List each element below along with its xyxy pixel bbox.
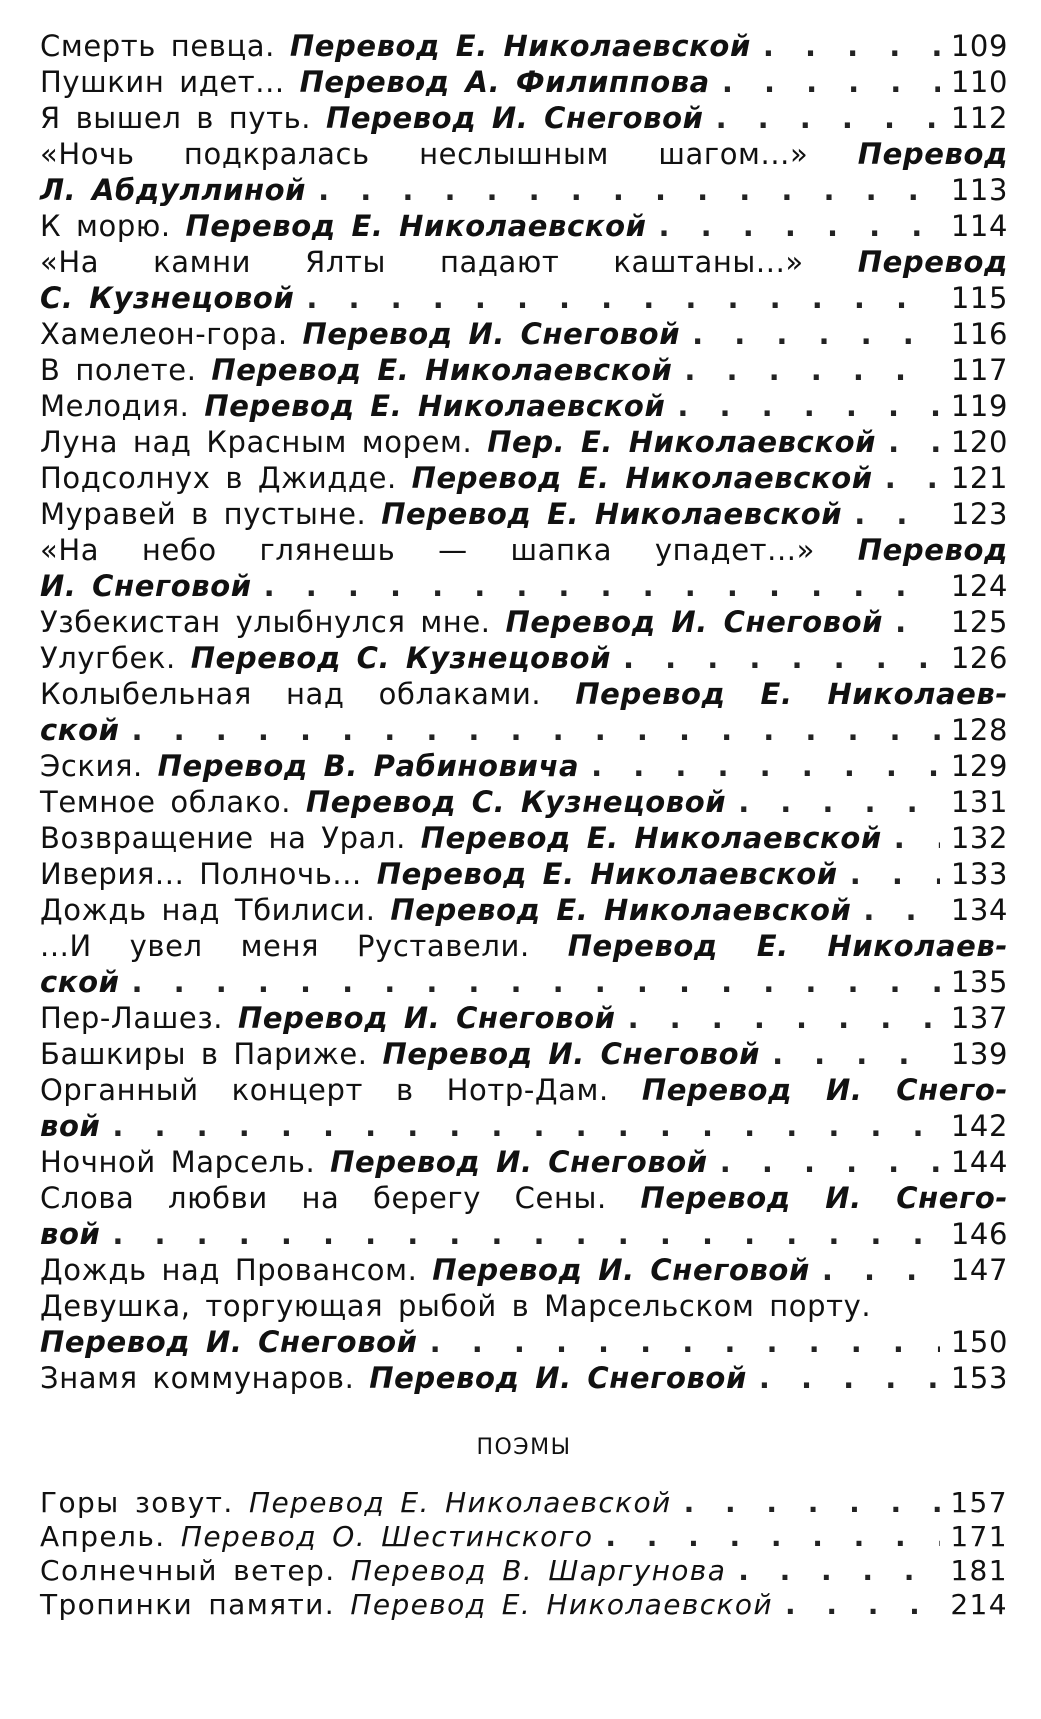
leader-dots bbox=[132, 964, 940, 1000]
entry-line bbox=[40, 784, 1008, 820]
entry-second-line bbox=[40, 1108, 1008, 1144]
leader-dots bbox=[894, 820, 940, 856]
contents-entry bbox=[40, 1144, 1008, 1180]
page-number: 147 bbox=[950, 1253, 1008, 1287]
page-number: 153 bbox=[950, 1361, 1008, 1395]
entry-translator: Перевод И. Снеговой bbox=[382, 1037, 761, 1071]
leader-dots bbox=[112, 1216, 940, 1252]
entry-second-line bbox=[40, 172, 1008, 208]
entry-text bbox=[40, 496, 842, 532]
entry-translator: Перевод С. Кузнецовой bbox=[305, 785, 727, 819]
entry-translator: Пер. Е. Николаевской bbox=[487, 425, 877, 459]
page-number: 114 bbox=[950, 209, 1008, 243]
leader-dots bbox=[264, 568, 940, 604]
entry-text bbox=[40, 64, 710, 100]
entry-line bbox=[40, 1588, 1008, 1622]
entry-title: К морю. bbox=[40, 209, 171, 243]
entry-translator: И. Снеговой bbox=[40, 569, 252, 603]
contents-entry bbox=[40, 1288, 1008, 1360]
contents-entry bbox=[40, 1000, 1008, 1036]
page-number: 128 bbox=[950, 713, 1008, 747]
contents-entry bbox=[40, 1554, 1008, 1588]
leader-dots bbox=[684, 1486, 940, 1520]
leader-dots bbox=[895, 604, 940, 640]
entry-title: В полете. bbox=[40, 353, 197, 387]
entry-text bbox=[40, 1588, 773, 1622]
contents-entry bbox=[40, 892, 1008, 928]
entry-translator: Перевод А. Филиппова bbox=[299, 65, 710, 99]
contents-entry bbox=[40, 604, 1008, 640]
entry-second-line bbox=[40, 280, 1008, 316]
entry-text bbox=[40, 316, 680, 352]
entry-translator: ской bbox=[40, 965, 120, 999]
contents-entry bbox=[40, 856, 1008, 892]
entry-line bbox=[40, 820, 1008, 856]
entry-second-line bbox=[40, 568, 1008, 604]
entry-line bbox=[40, 1144, 1008, 1180]
page-number: 134 bbox=[950, 893, 1008, 927]
entry-translator: Перевод bbox=[857, 533, 1008, 567]
entry-text bbox=[40, 784, 726, 820]
entry-first-line bbox=[40, 532, 1008, 568]
entry-title: Темное облако. bbox=[40, 785, 292, 819]
leader-dots bbox=[112, 1108, 940, 1144]
entry-text bbox=[40, 1554, 726, 1588]
entry-title: Эския. bbox=[40, 749, 143, 783]
entry-title: Девушка, торгующая рыбой в Марсельском порту. bbox=[40, 1289, 872, 1323]
leader-dots bbox=[854, 496, 940, 532]
entry-translator: вой bbox=[40, 1109, 101, 1143]
entry-translator: Перевод И. Снеговой bbox=[325, 101, 704, 135]
entry-translator: Перевод И. Снеговой bbox=[369, 1361, 747, 1395]
contents-entry bbox=[40, 1180, 1008, 1252]
poems-list bbox=[40, 1486, 1008, 1622]
leader-dots bbox=[318, 172, 940, 208]
contents-entry bbox=[40, 424, 1008, 460]
leader-dots bbox=[885, 460, 940, 496]
page-number: 181 bbox=[950, 1554, 1008, 1587]
entry-title: Ночной Марсель. bbox=[40, 1145, 316, 1179]
contents-entry bbox=[40, 820, 1008, 856]
entry-line bbox=[40, 424, 1008, 460]
entry-text bbox=[40, 1144, 708, 1180]
entry-translator: Перевод Е. Николаевской bbox=[390, 893, 852, 927]
entry-translator: Перевод Е. Николаевской bbox=[211, 353, 673, 387]
entry-translator: С. Кузнецовой bbox=[40, 281, 295, 315]
contents-entry bbox=[40, 28, 1008, 64]
entry-second-line bbox=[40, 712, 1008, 748]
entry-first-line bbox=[40, 136, 1008, 172]
entry-translator: Перевод Е. Николаевской bbox=[249, 1486, 672, 1519]
leader-dots bbox=[677, 388, 940, 424]
entry-title: Слова любви на берегу Сены. bbox=[40, 1181, 607, 1215]
leader-dots bbox=[605, 1520, 940, 1554]
page-number: 110 bbox=[950, 65, 1008, 99]
page-number: 126 bbox=[950, 641, 1008, 675]
contents-entry bbox=[40, 676, 1008, 748]
contents-entry bbox=[40, 640, 1008, 676]
section-heading: ПОЭМЫ bbox=[476, 1435, 572, 1460]
entry-translator: Перевод Е. Николаевской bbox=[185, 209, 647, 243]
entry-title: Узбекистан улыбнулся мне. bbox=[40, 605, 491, 639]
entry-title: Горы зовут. bbox=[40, 1486, 234, 1519]
entry-first-line bbox=[40, 928, 1008, 964]
entry-text bbox=[40, 28, 751, 64]
page-number: 109 bbox=[950, 29, 1008, 63]
page-number: 119 bbox=[950, 389, 1008, 423]
entry-title: Колыбельная над облаками. bbox=[40, 677, 542, 711]
page-number: 124 bbox=[950, 569, 1008, 603]
entry-translator: Перевод Е. Николаев- bbox=[567, 929, 1008, 963]
leader-dots bbox=[722, 64, 940, 100]
contents-entry bbox=[40, 496, 1008, 532]
entry-text bbox=[40, 1252, 810, 1288]
entry-second-line bbox=[40, 964, 1008, 1000]
entry-title: Иверия... Полночь... bbox=[40, 857, 362, 891]
entry-line bbox=[40, 604, 1008, 640]
entry-text bbox=[40, 1360, 747, 1396]
leader-dots bbox=[888, 424, 940, 460]
leader-dots bbox=[430, 1324, 940, 1360]
leader-dots bbox=[738, 784, 940, 820]
entry-translator: Перевод В. Рабиновича bbox=[157, 749, 580, 783]
entry-first-line bbox=[40, 244, 1008, 280]
entry-text bbox=[40, 1486, 672, 1520]
contents-entry bbox=[40, 64, 1008, 100]
entry-title: Пер-Лашез. bbox=[40, 1001, 224, 1035]
entry-first-line bbox=[40, 1288, 1008, 1324]
entry-text bbox=[40, 388, 665, 424]
entry-first-line bbox=[40, 1072, 1008, 1108]
entry-translator: Перевод Е. Николаевской bbox=[204, 389, 666, 423]
leader-dots bbox=[623, 640, 940, 676]
entry-text bbox=[40, 892, 851, 928]
contents-entry bbox=[40, 748, 1008, 784]
entry-title: Апрель. bbox=[40, 1520, 166, 1553]
entry-line bbox=[40, 352, 1008, 388]
entry-title: «Ночь подкралась неслышным шагом...» bbox=[40, 137, 809, 171]
page-number: 133 bbox=[950, 857, 1008, 891]
contents-entry bbox=[40, 244, 1008, 316]
page-number: 139 bbox=[950, 1037, 1008, 1071]
entry-translator: Перевод О. Шестинского bbox=[180, 1520, 594, 1553]
entry-line bbox=[40, 748, 1008, 784]
contents-entry bbox=[40, 1252, 1008, 1288]
page-number: 120 bbox=[950, 425, 1008, 459]
page-number: 123 bbox=[950, 497, 1008, 531]
entry-title: Хамелеон-гора. bbox=[40, 317, 288, 351]
page-number: 117 bbox=[950, 353, 1008, 387]
contents-entry bbox=[40, 1072, 1008, 1144]
leader-dots bbox=[822, 1252, 940, 1288]
page-number: 132 bbox=[950, 821, 1008, 855]
leader-dots bbox=[692, 316, 940, 352]
entry-text bbox=[40, 1520, 593, 1554]
entry-translator: Л. Абдуллиной bbox=[40, 173, 307, 207]
entry-translator: Перевод И. Снеговой bbox=[40, 1325, 418, 1359]
contents-entry bbox=[40, 1588, 1008, 1622]
entry-translator: Перевод Е. Николаевской bbox=[420, 821, 882, 855]
entry-line bbox=[40, 1036, 1008, 1072]
entry-translator: Перевод И. Снеговой bbox=[505, 605, 884, 639]
entry-translator: Перевод И. Снего- bbox=[640, 1181, 1008, 1215]
entry-translator: Перевод В. Шаргунова bbox=[350, 1554, 727, 1587]
contents-list bbox=[40, 28, 1008, 1396]
entry-line bbox=[40, 496, 1008, 532]
entry-line bbox=[40, 1554, 1008, 1588]
contents-entry bbox=[40, 136, 1008, 208]
entry-first-line bbox=[40, 1180, 1008, 1216]
entry-line bbox=[40, 640, 1008, 676]
entry-first-line bbox=[40, 676, 1008, 712]
leader-dots bbox=[306, 280, 940, 316]
entry-line bbox=[40, 100, 1008, 136]
entry-translator: Перевод И. Снеговой bbox=[432, 1253, 810, 1287]
entry-line bbox=[40, 388, 1008, 424]
entry-line bbox=[40, 1360, 1008, 1396]
leader-dots bbox=[763, 28, 940, 64]
entry-title: ...И увел меня Руставели. bbox=[40, 929, 530, 963]
page-number: 125 bbox=[950, 605, 1008, 639]
page-number: 115 bbox=[950, 281, 1008, 315]
leader-dots bbox=[659, 208, 940, 244]
entry-title: Тропинки памяти. bbox=[40, 1588, 336, 1621]
entry-translator: Перевод И. Снего- bbox=[641, 1073, 1008, 1107]
entry-translator: Перевод bbox=[857, 137, 1008, 171]
entry-text bbox=[40, 460, 873, 496]
contents-entry bbox=[40, 532, 1008, 604]
entry-text bbox=[40, 748, 579, 784]
leader-dots bbox=[591, 748, 940, 784]
contents-entry bbox=[40, 100, 1008, 136]
leader-dots bbox=[716, 100, 940, 136]
contents-entry bbox=[40, 208, 1008, 244]
page-number: 214 bbox=[950, 1588, 1008, 1621]
entry-title: Возвращение на Урал. bbox=[40, 821, 406, 855]
entry-title: Башкиры в Париже. bbox=[40, 1037, 368, 1071]
entry-text bbox=[40, 640, 611, 676]
entry-title: Я вышел в путь. bbox=[40, 101, 312, 135]
page-number: 144 bbox=[950, 1145, 1008, 1179]
entry-text bbox=[40, 424, 876, 460]
entry-title: «На камни Ялты падают каштаны...» bbox=[40, 245, 804, 279]
entry-line bbox=[40, 460, 1008, 496]
page-number: 121 bbox=[950, 461, 1008, 495]
contents-entry bbox=[40, 1036, 1008, 1072]
entry-line bbox=[40, 892, 1008, 928]
page-number: 146 bbox=[950, 1217, 1008, 1251]
leader-dots bbox=[738, 1554, 940, 1588]
entry-line bbox=[40, 316, 1008, 352]
entry-line bbox=[40, 208, 1008, 244]
leader-dots bbox=[720, 1144, 940, 1180]
page-number: 129 bbox=[950, 749, 1008, 783]
entry-title: «На небо глянешь — шапка упадет...» bbox=[40, 533, 815, 567]
entry-line bbox=[40, 1486, 1008, 1520]
leader-dots bbox=[132, 712, 940, 748]
entry-title: Улугбек. bbox=[40, 641, 176, 675]
contents-entry bbox=[40, 1520, 1008, 1554]
entry-title: Органный концерт в Нотр-Дам. bbox=[40, 1073, 609, 1107]
entry-line bbox=[40, 1000, 1008, 1036]
entry-text bbox=[40, 352, 672, 388]
table-of-contents-page bbox=[40, 28, 1008, 1622]
leader-dots bbox=[850, 856, 940, 892]
page-number: 171 bbox=[950, 1520, 1008, 1553]
entry-translator: вой bbox=[40, 1217, 101, 1251]
entry-title: Дождь над Провансом. bbox=[40, 1253, 418, 1287]
page-number: 116 bbox=[950, 317, 1008, 351]
entry-translator: Перевод bbox=[857, 245, 1008, 279]
leader-dots bbox=[759, 1360, 940, 1396]
entry-text bbox=[40, 1036, 760, 1072]
entry-title: Солнечный ветер. bbox=[40, 1554, 336, 1587]
entry-text bbox=[40, 100, 704, 136]
entry-title: Смерть певца. bbox=[40, 29, 276, 63]
page-number: 150 bbox=[950, 1325, 1008, 1359]
entry-text bbox=[40, 604, 883, 640]
contents-entry bbox=[40, 1486, 1008, 1520]
entry-translator: Перевод И. Снеговой bbox=[237, 1001, 616, 1035]
entry-line bbox=[40, 856, 1008, 892]
contents-entry bbox=[40, 460, 1008, 496]
entry-title: Пушкин идет... bbox=[40, 65, 285, 99]
entry-title: Дождь над Тбилиси. bbox=[40, 893, 376, 927]
entry-title: Мелодия. bbox=[40, 389, 190, 423]
entry-text bbox=[40, 1000, 616, 1036]
contents-entry bbox=[40, 316, 1008, 352]
entry-title: Подсолнух в Джидде. bbox=[40, 461, 397, 495]
page-number: 131 bbox=[950, 785, 1008, 819]
entry-title: Муравей в пустыне. bbox=[40, 497, 367, 531]
entry-text bbox=[40, 820, 882, 856]
entry-translator: ской bbox=[40, 713, 120, 747]
entry-line bbox=[40, 1252, 1008, 1288]
entry-line bbox=[40, 64, 1008, 100]
entry-translator: Перевод И. Снеговой bbox=[330, 1145, 708, 1179]
entry-title: Луна над Красным морем. bbox=[40, 425, 473, 459]
leader-dots bbox=[684, 352, 940, 388]
page-number: 112 bbox=[950, 101, 1008, 135]
contents-entry bbox=[40, 784, 1008, 820]
entry-line bbox=[40, 28, 1008, 64]
contents-entry bbox=[40, 352, 1008, 388]
entry-translator: Перевод Е. Николаевской bbox=[411, 461, 873, 495]
contents-entry bbox=[40, 928, 1008, 1000]
entry-translator: Перевод Е. Николаев- bbox=[575, 677, 1008, 711]
page-number: 137 bbox=[950, 1001, 1008, 1035]
page-number: 157 bbox=[950, 1486, 1008, 1519]
entry-translator: Перевод Е. Николаевской bbox=[350, 1588, 773, 1621]
entry-translator: Перевод Е. Николаевской bbox=[381, 497, 843, 531]
entry-translator: Перевод Е. Николаевской bbox=[376, 857, 838, 891]
page-number: 135 bbox=[950, 965, 1008, 999]
entry-text bbox=[40, 856, 838, 892]
leader-dots bbox=[772, 1036, 940, 1072]
contents-entry bbox=[40, 388, 1008, 424]
page-number: 142 bbox=[950, 1109, 1008, 1143]
entry-translator: Перевод И. Снеговой bbox=[302, 317, 681, 351]
entry-translator: Перевод Е. Николаевской bbox=[289, 29, 751, 63]
entry-second-line bbox=[40, 1216, 1008, 1252]
entry-translator: Перевод С. Кузнецовой bbox=[190, 641, 612, 675]
leader-dots bbox=[785, 1588, 940, 1622]
contents-entry bbox=[40, 1360, 1008, 1396]
entry-line bbox=[40, 1520, 1008, 1554]
entry-text bbox=[40, 208, 647, 244]
page-number: 113 bbox=[950, 173, 1008, 207]
leader-dots bbox=[863, 892, 940, 928]
leader-dots bbox=[628, 1000, 940, 1036]
entry-second-line bbox=[40, 1324, 1008, 1360]
entry-title: Знамя коммунаров. bbox=[40, 1361, 355, 1395]
